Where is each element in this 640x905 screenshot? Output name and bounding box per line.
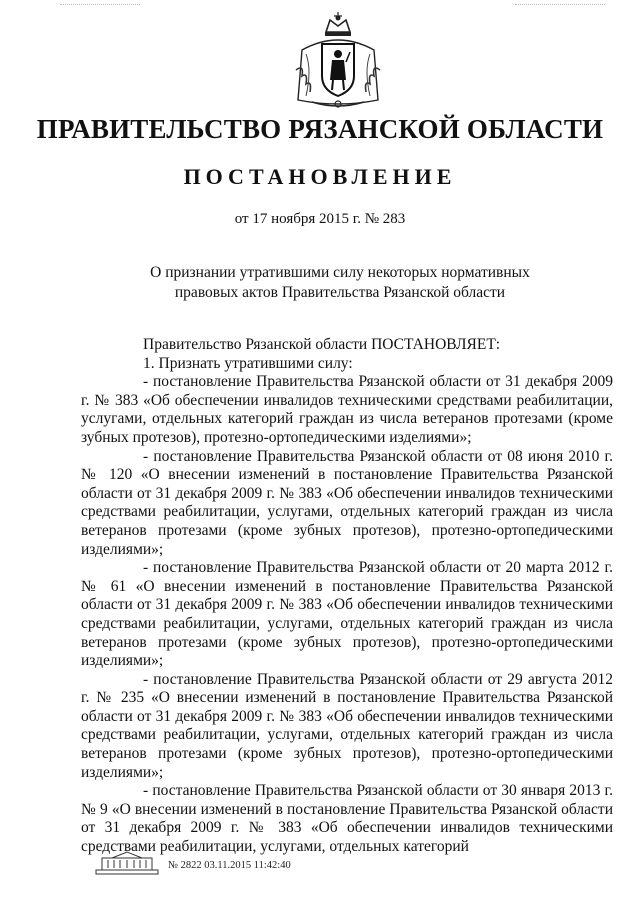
registration-stamp: № 2822 03.11.2015 11:42:40 — [168, 859, 291, 871]
scan-artifact — [515, 4, 605, 9]
government-building-logo-icon — [92, 850, 162, 881]
subject-line: правовых актов Правительства Рязанской области — [174, 284, 506, 301]
body-paragraph: - постановление Правительства Рязанской области от 08 июня 2010 г. № 120 «О внесении изменений в постановление Правительства Рязанской области от 31 декабря 2009 г. № 383 «Об обеспечении инвалидов техническими средствами реабилитации, услугами, отдельных категорий граждан из числа ветеранов протезами (кроме зубных протезов), протезно-ортопедическими изделиями»; — [81, 447, 613, 558]
document-date-number: от 17 ноября 2015 г. № 283 — [234, 211, 406, 227]
document-subject — [120, 263, 560, 303]
body-paragraph: - постановление Правительства Рязанской области от 20 марта 2012 г. № 61 «О внесении изменений в постановление Правительства Рязанской области от 31 декабря 2009 г. № 383 «Об обеспечении инвалидов техническими средствами реабилитации, услугами, отдельных категорий граждан из числа ветеранов протезами (кроме зубных протезов), протезно-ортопедическими изделиями»; — [81, 559, 613, 670]
body-paragraph: - постановление Правительства Рязанской области от 30 января 2013 г. № 9 «О внесении изменений в постановление Правительства Рязанской области от 31 декабря 2009 г. № 383 «Об обеспечении инвалидов техническими средствами реабилитации, услугами, отдельных категорий — [81, 782, 613, 856]
subject-line: О признании утратившими силу некоторых нормативных — [150, 264, 530, 281]
registration-footer — [92, 852, 392, 878]
document-body — [81, 336, 613, 857]
body-intro: Правительство Рязанской области ПОСТАНОВЛЯЕТ: — [143, 336, 501, 353]
document-type: ПОСТАНОВЛЕНИЕ — [183, 164, 457, 189]
organization-title: ПРАВИТЕЛЬСТВО РЯЗАНСКОЙ ОБЛАСТИ — [36, 114, 604, 144]
body-paragraph: - постановление Правительства Рязанской области от 31 декабря 2009 г. № 383 «Об обеспечении инвалидов техническими средствами реабилитации, услугами, отдельных категорий граждан из числа ветеранов протезами (кроме зубных протезов), протезно-ортопедическими изделиями»; — [81, 373, 613, 446]
body-paragraph: - постановление Правительства Рязанской области от 29 августа 2012 г. № 235 «О внесении изменений в постановление Правительства Рязанской области от 31 декабря 2009 г. № 383 «Об обеспечении инвалидов техническими средствами реабилитации, услугами, отдельных категорий граждан из числа ветеранов протезами (кроме зубных протезов), протезно-ортопедическими изделиями»; — [81, 670, 613, 781]
ryazan-coat-of-arms-icon — [292, 10, 384, 110]
body-item: 1. Признать утратившими силу: — [143, 354, 353, 372]
scan-artifact — [60, 4, 140, 9]
